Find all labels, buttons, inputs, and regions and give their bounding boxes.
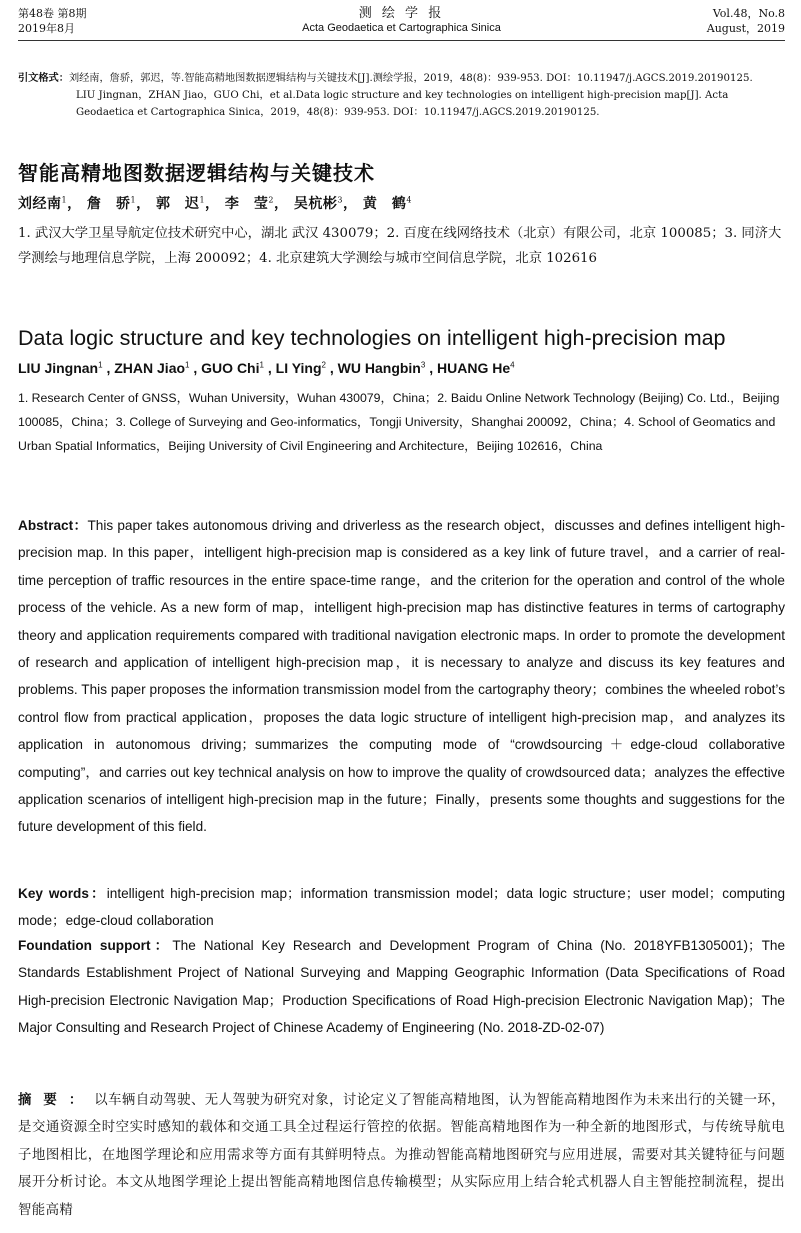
date-en: August，2019 [706, 22, 785, 35]
author-name: 黄 鹤 [362, 196, 407, 212]
journal-name [18, 6, 785, 36]
author-affiliation-mark: 2 [321, 360, 326, 370]
journal-name-cn: 测 绘 学 报 [358, 6, 445, 21]
keywords-label: Key words： [18, 886, 107, 901]
author-cn [363, 196, 412, 212]
citation-cn-text: 刘经南，詹骄，郭迟，等.智能高精地图数据逻辑结构与关键技术[J].测绘学报，2019，48(8)：939-953. DOI：10.11947/j.AGCS.2019.20190125. [68, 73, 753, 84]
citation-cn [18, 70, 785, 87]
author-affiliation-mark: 1 [130, 195, 137, 205]
date-cn: 2019年8月 [18, 22, 75, 35]
author-en [338, 360, 426, 376]
citation-block [18, 70, 785, 121]
author-name: WU Hangbin [337, 360, 421, 376]
author-en [276, 360, 326, 376]
volume-issue-en: Vol.48，No.8 [712, 7, 785, 20]
author-name: 詹 骄 [86, 196, 131, 212]
author-name: 李 莹 [224, 196, 269, 212]
author-affiliation-mark: 1 [61, 195, 68, 205]
abstract-cn-text: 以车辆自动驾驶、无人驾驶为研究对象，讨论定义了智能高精地图，认为智能高精地图作为未来出行的关键一环，是交通资源全时空实时感知的载体和交通工具全过程运行管控的依据。智能高精地图作为一种全新的地图形式，与传统导航电子地图相比，在地图学理论和应用需求等方面有其鲜明特点。为推动智能高精地图研究与应用进展，需要对其关键特征与问题展开分析讨论。本文从地图学理论上提出智能高精地图信息传输模型；从实际应用上结合轮式机器人自主智能控制流程，提出智能高精 [18, 1093, 785, 1218]
author-cn [294, 196, 343, 212]
author-en [437, 360, 515, 376]
citation-label: 引文格式： [18, 72, 69, 84]
foundation-text: The National Key Research and Development Program of China (No. 2018YFB1305001)；The Standards Establishment Project of National Surveying and Mapping Geographic Information (Data Specifications of Road High-precision Electronic Navigation Map；Production Specifications of Road High-precision Electronic Navigation Map)；The Major Consulting and Research Project of Chinese Academy of Engineering (No. 2018-ZD-02-07) [18, 938, 786, 1036]
citation-en: LIU Jingnan，ZHAN Jiao，GUO Chi，et al.Data logic structure and key technologies on intelligent high-precision map[J]. Acta Geodaetica et Cartographica Sinica，2019，48(8)：939-953. DOI：10.11947/j.AGCS.2019.20190125. [76, 90, 729, 118]
page-header [18, 6, 785, 38]
author-cn [156, 196, 205, 212]
paper-title-cn: 智能高精地图数据逻辑结构与关键技术 [18, 161, 375, 185]
author-name: LI Ying [275, 360, 322, 376]
author-name: 郭 迟 [155, 196, 200, 212]
author-name: LIU Jingnan [18, 360, 99, 376]
author-name: 吴杭彬 [293, 196, 338, 212]
abstract-label: Abstract： [18, 518, 88, 533]
foundation-label: Foundation support： [18, 938, 173, 953]
author-en [18, 360, 103, 376]
foundation-support [18, 932, 785, 1042]
paper-title-en: Data logic structure and key technologies on intelligent high-precision map [18, 326, 726, 350]
author-name: 刘经南 [18, 196, 62, 212]
author-cn [18, 196, 67, 212]
abstract-cn [18, 1087, 785, 1224]
keywords-en [18, 880, 785, 935]
abstract-text: This paper takes autonomous driving and driverless as the research object，discusses and defines intelligent high-precision map. In this paper，intelligent high-precision map is considered as a key link of future travel，and a carrier of real-time perception of traffic resources in the entire space-time range，and the criterion for the operation and control of the whole process of the vehicle. As a new form of map，intelligent high-precision map has distinctive features in terms of cartography theory and application requirements compared with traditional navigation electronic maps. In order to promote the development of research and application of intelligent high-precision map，it is necessary to analyze and discuss its key features and problems. This paper proposes the information transmission model from the cartography theory；combines the wheeled robot’s control flow from practical application，proposes the data logic structure of intelligent high-precision map，and analyzes its application in autonomous driving；summarizes the computing mode of “crowdsourcing＋edge-cloud collaborative computing”，and carries out key technical analysis on how to improve the quality of crowdsourced data；analyzes the effective application scenarios of intelligent high-precision map in the future；Finally，presents some thoughts and suggestions for the future development of this field. [18, 518, 785, 835]
author-affiliation-mark: 1 [199, 195, 206, 205]
author-list-en: LIU Jingnan$^1$ , ZHAN Jiao$^1$ , GUO Chi$^1$ , LI Ying$^2$ , WU Hangbin$^3$ , HUANG He$^4$ [18, 360, 515, 376]
volume-issue-cn: 第48卷 第8期 [18, 7, 87, 20]
affiliations-en: 1. Research Center of GNSS，Wuhan University，Wuhan 430079，China；2. Baidu Online Network Technology (Beijing) Co. Ltd.，Beijing 100085，China；3. College of Surveying and Geo-informatics，Tongji University，Shanghai 200092，China；4. School of Geomatics and Urban Spatial Informatics，Beijing University of Civil Engineering and Architecture，Beijing 102616，China [18, 391, 780, 453]
author-affiliation-mark: 3 [420, 360, 426, 370]
author-affiliation-mark: 1 [98, 360, 103, 370]
abstract-en [18, 512, 785, 841]
keywords-text: intelligent high-precision map；information transmission model；data logic structure；user model；computing mode；edge-cloud collaboration [18, 886, 786, 929]
author-name: GUO Chi [201, 360, 260, 376]
abstract-cn-label: 摘要： [18, 1092, 95, 1108]
header-rule [18, 40, 785, 41]
author-affiliation-mark: 2 [268, 195, 274, 205]
author-list-cn: 刘经南$^1$， 詹 骄$^1$， 郭 迟$^1$， 李 莹$^2$， 吴杭彬$^3$， 黄 鹤$^4$ [18, 195, 412, 212]
author-name: ZHAN Jiao [114, 360, 186, 376]
author-affiliation-mark: 3 [337, 195, 343, 205]
author-affiliation-mark: 4 [510, 360, 515, 370]
author-cn [225, 196, 274, 212]
author-cn [87, 196, 136, 212]
author-en [201, 360, 264, 376]
author-en [114, 360, 189, 376]
author-name: HUANG He [437, 360, 511, 376]
affiliations-cn: 1. 武汉大学卫星导航定位技术研究中心，湖北 武汉 430079；2. 百度在线网络技术（北京）有限公司，北京 100085；3. 同济大学测绘与地理信息学院，上海 200092；4. 北京建筑大学测绘与城市空间信息学院，北京 102616 [18, 226, 782, 266]
author-affiliation-mark: 1 [259, 360, 264, 370]
author-affiliation-mark: 1 [185, 360, 190, 370]
journal-name-en: Acta Geodaetica et Cartographica Sinica [302, 22, 501, 34]
author-affiliation-mark: 4 [406, 195, 412, 205]
journal-volume-issue-en [707, 6, 785, 36]
